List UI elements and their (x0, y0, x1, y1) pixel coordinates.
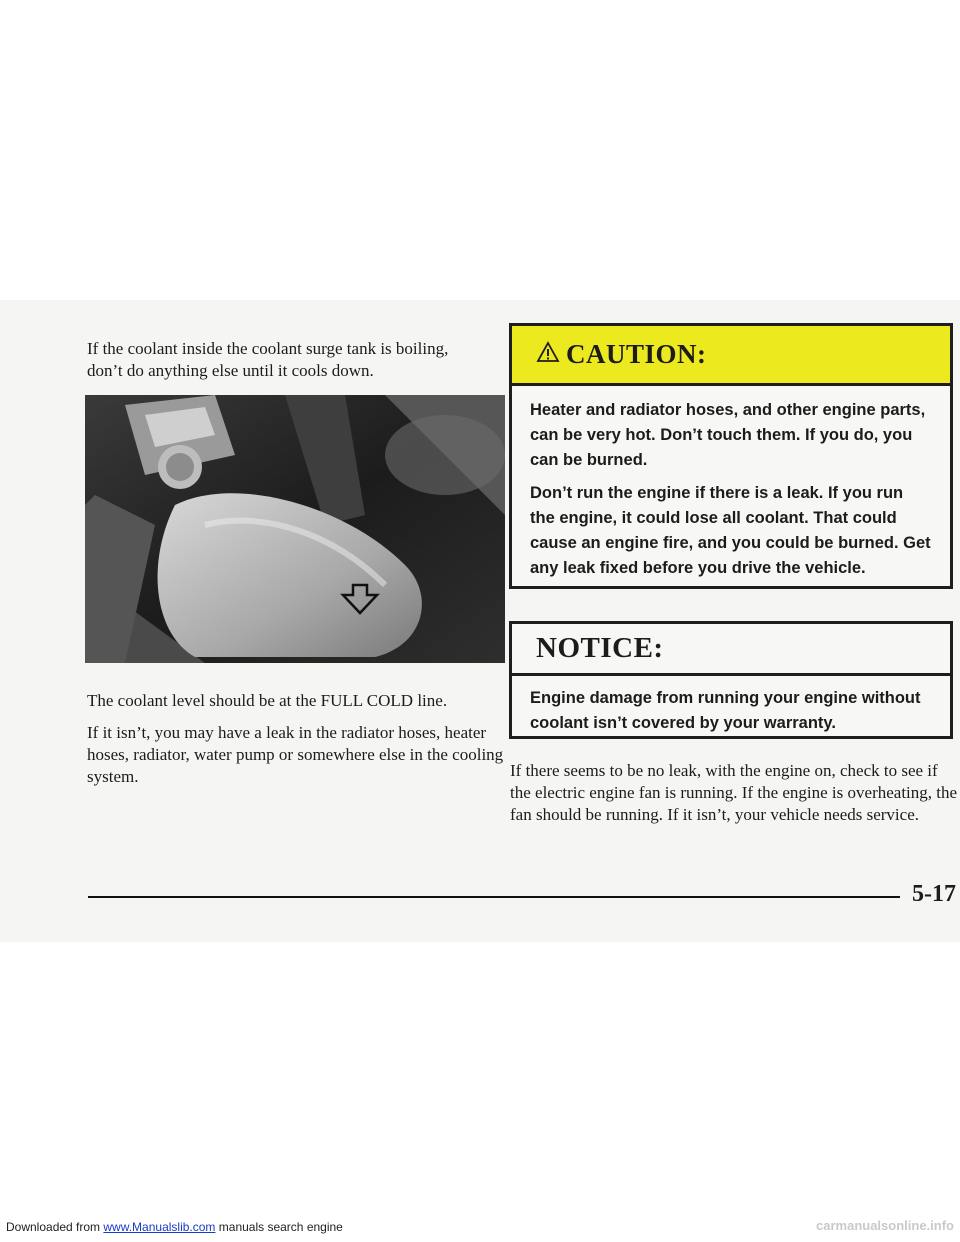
warning-triangle-icon (536, 341, 560, 368)
notice-paragraph: Engine damage from running your engine without coolant isn’t covered by your warranty. (530, 689, 921, 732)
footer-rule (88, 896, 900, 898)
coolant-level-paragraph: The coolant level should be at the FULL COLD line. (87, 691, 448, 710)
download-source: Downloaded from www.Manualslib.com manuals search engine (6, 1220, 343, 1234)
caution-paragraph: Heater and radiator hoses, and other engine parts, can be very hot. Don’t touch them. If you do, you can be burned. (530, 401, 926, 469)
coolant-tank-photo (85, 395, 505, 663)
watermark: carmanualsonline.info (816, 1218, 954, 1233)
caution-title: CAUTION: (566, 339, 707, 369)
caution-header (512, 326, 950, 386)
caution-paragraph: Don’t run the engine if there is a leak. If you run the engine, it could lose all coolant. That could cause an engine fire, and you could be burned. Get any leak fixed before you drive the vehicle. (530, 484, 931, 577)
caution-box (509, 323, 953, 589)
notice-title: NOTICE: (536, 632, 664, 664)
page-number: 5-17 (912, 881, 956, 907)
fan-check-paragraph: If there seems to be no leak, with the engine on, check to see if the electric engine fan is running. If the engine is overheating, the fan should be running. If it isn’t, your vehicle needs service. (510, 761, 958, 824)
manualslib-link[interactable]: www.Manualslib.com (103, 1220, 216, 1234)
notice-header (512, 624, 950, 676)
intro-paragraph: If the coolant inside the coolant surge tank is boiling, don’t do anything else until it cools down. (87, 339, 449, 380)
leak-paragraph: If it isn’t, you may have a leak in the radiator hoses, heater hoses, radiator, water pump or somewhere else in the cooling system. (87, 723, 504, 786)
notice-box (509, 621, 953, 739)
